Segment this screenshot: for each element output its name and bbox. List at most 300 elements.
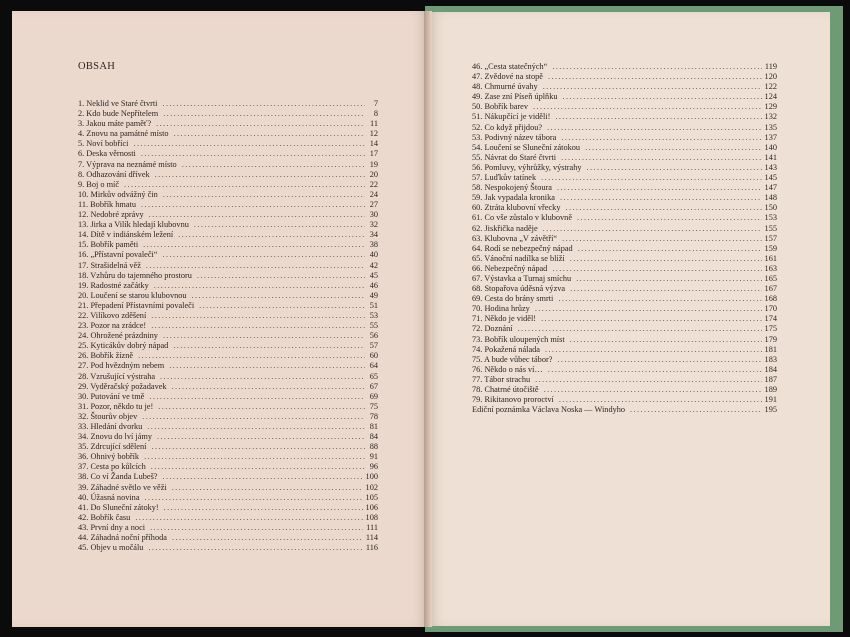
toc-entry-page: 19 — [369, 159, 378, 169]
toc-entry-title: 51. Nákupčící je viděli! — [472, 112, 551, 122]
toc-entry-page: 42 — [369, 260, 378, 270]
toc-entry-page: 161 — [764, 253, 777, 263]
toc-entry-title: 19. Radostné začátky — [78, 280, 149, 290]
toc-entry-title: 38. Co ví Žanda Lubeš? — [78, 472, 158, 482]
toc-entry — [78, 170, 378, 180]
toc-entry-page: 45 — [369, 270, 378, 280]
toc-leader-dots — [562, 234, 761, 244]
toc-entry-page: 148 — [764, 193, 777, 203]
toc-entry — [472, 143, 777, 153]
toc-leader-dots — [543, 82, 762, 92]
toc-entry — [78, 351, 378, 361]
toc-entry-page: 155 — [764, 223, 777, 233]
toc-entry-page: 175 — [764, 324, 777, 334]
toc-entry-page: 64 — [369, 361, 378, 371]
toc-entry — [472, 193, 777, 203]
toc-entry-page: 30 — [369, 210, 378, 220]
toc-entry-page: 137 — [764, 132, 777, 142]
toc-entry — [78, 442, 378, 452]
toc-leader-dots — [570, 254, 762, 264]
toc-leader-dots — [172, 382, 365, 392]
toc-entry-page: 119 — [764, 62, 777, 71]
toc-entry — [472, 72, 777, 82]
toc-entry-title: 31. Pozor, někdo tu je! — [78, 401, 154, 411]
toc-entry-page: 65 — [369, 371, 378, 381]
toc-entry-title: 53. Podivný název tábora — [472, 132, 557, 142]
toc-leader-dots — [164, 503, 363, 513]
toc-entry-page: 34 — [369, 230, 378, 240]
toc-entry — [472, 264, 777, 274]
toc-entry — [78, 321, 378, 331]
toc-entry-title: 52. Co když přijdou? — [472, 122, 543, 132]
toc-list-right — [472, 62, 777, 415]
toc-entry-page: 163 — [764, 263, 777, 273]
toc-leader-dots — [172, 483, 363, 493]
toc-entry — [78, 160, 378, 170]
toc-entry-page: 69 — [369, 391, 378, 401]
toc-entry-page: 14 — [369, 139, 378, 149]
toc-entry-page: 40 — [369, 250, 378, 260]
toc-entry — [472, 82, 777, 92]
toc-entry-title: 14. Dítě v indiánském ležení — [78, 230, 174, 240]
toc-leader-dots — [535, 375, 761, 385]
toc-entry-page: 181 — [764, 344, 777, 354]
toc-entry-page: 111 — [366, 522, 378, 532]
toc-entry — [78, 220, 378, 230]
toc-entry-title: 64. Rodí se nebezpečný nápad — [472, 243, 573, 253]
toc-entry-title: 11. Bobřík hmatu — [78, 199, 136, 209]
toc-leader-dots — [158, 402, 365, 412]
toc-entry-page: 46 — [369, 280, 378, 290]
toc-entry-title: 72. Doznání — [472, 324, 513, 334]
toc-entry-title: 39. Záhadné světlo ve věži — [78, 482, 167, 492]
toc-entry-title: 8. Odhazování dřívek — [78, 169, 150, 179]
toc-entry-title: 16. „Přístavní povaleči“ — [78, 250, 158, 260]
toc-entry-title: 55. Návrat do Staré čtvrti — [472, 152, 557, 162]
toc-leader-dots — [585, 143, 761, 153]
toc-entry — [78, 261, 378, 271]
toc-entry-title: 78. Chatrné útočiště — [472, 385, 539, 394]
toc-entry-page: 102 — [365, 482, 378, 492]
toc-leader-dots — [561, 133, 761, 143]
toc-entry-title: 18. Vzhůru do tajemného prostoru — [78, 270, 192, 280]
toc-entry-title: 40. Úžasná novina — [78, 492, 140, 502]
toc-leader-dots — [157, 432, 365, 442]
toc-leader-dots — [178, 230, 365, 240]
toc-entry — [78, 190, 378, 200]
toc-entry-page: 81 — [369, 422, 378, 431]
toc-entry-title: 73. Bobřík uloupených míst — [472, 334, 565, 344]
toc-entry — [472, 213, 777, 223]
toc-entry-title: 46. „Cesta statečných“ — [472, 62, 548, 71]
toc-leader-dots — [544, 385, 762, 395]
toc-entry-title: 32. Štourův objev — [78, 411, 138, 421]
toc-entry — [472, 92, 777, 102]
toc-entry — [472, 314, 777, 324]
toc-entry-page: 147 — [764, 183, 777, 193]
toc-entry-title: 45. Objev u močálu — [78, 543, 144, 553]
toc-entry-page: 22 — [369, 179, 378, 189]
toc-entry-page: 12 — [369, 129, 378, 139]
toc-leader-dots — [149, 392, 365, 402]
toc-leader-dots — [172, 533, 363, 543]
toc-leader-dots — [169, 361, 365, 371]
toc-entry — [472, 395, 777, 405]
toc-leader-dots — [148, 543, 362, 553]
toc-entry — [78, 291, 378, 301]
toc-entry — [78, 180, 378, 190]
toc-entry — [472, 254, 777, 264]
toc-entry-title: 5. Noví bobříci — [78, 139, 129, 149]
toc-leader-dots — [552, 264, 761, 274]
toc-entry-title: 56. Pomluvy, výhrůžky, výstrahy — [472, 162, 582, 172]
toc-entry-page: 174 — [764, 314, 777, 324]
toc-entry — [78, 412, 378, 422]
toc-entry — [78, 341, 378, 351]
toc-entry-page: 20 — [369, 169, 378, 179]
toc-entry-page: 141 — [764, 152, 777, 162]
toc-entry — [472, 112, 777, 122]
toc-entry-title: 15. Bobřík paměti — [78, 240, 139, 250]
toc-entry-title: 76. Někdo o nás ví… — [472, 364, 543, 374]
toc-entry — [78, 240, 378, 250]
toc-entry — [78, 271, 378, 281]
toc-entry-title: 70. Hodina hrůzy — [472, 304, 530, 314]
toc-leader-dots — [145, 493, 363, 503]
toc-leader-dots — [199, 301, 365, 311]
toc-entry-title: 44. Záhadná noční příhoda — [78, 533, 167, 543]
toc-leader-dots — [154, 281, 365, 291]
toc-entry-title: 12. Nedobré zprávy — [78, 210, 144, 220]
toc-leader-dots — [146, 261, 365, 271]
toc-leader-dots — [560, 193, 762, 203]
toc-entry-page: 38 — [369, 240, 378, 250]
toc-entry-page: 91 — [369, 452, 378, 462]
toc-entry-page: 105 — [365, 492, 378, 502]
toc-leader-dots — [163, 109, 365, 119]
toc-entry-title: 61. Co vše zůstalo v klubovně — [472, 213, 573, 223]
toc-entry — [78, 361, 378, 371]
toc-entry-title: 60. Ztráta klubovní vřecky — [472, 203, 561, 213]
toc-entry-title: 79. Rikitanovo proroctví — [472, 395, 554, 405]
toc-entry-page: 7 — [373, 99, 378, 108]
toc-leader-dots — [141, 149, 365, 159]
toc-leader-dots — [143, 240, 365, 250]
toc-entry-page: 32 — [369, 220, 378, 230]
toc-entry-title: 1. Neklid ve Staré čtvrti — [78, 99, 158, 108]
toc-entry-title: 59. Jak vypadala kronika — [472, 193, 555, 203]
toc-entry-title: 63. Klubovna „V závětří“ — [472, 233, 558, 243]
toc-leader-dots — [557, 355, 761, 365]
toc-entry — [78, 230, 378, 240]
toc-entry — [78, 452, 378, 462]
toc-leader-dots — [543, 224, 762, 234]
toc-entry — [78, 301, 378, 311]
toc-leader-dots — [133, 139, 365, 149]
toc-entry — [78, 382, 378, 392]
toc-entry-title: 68. Stopařova úděsná výzva — [472, 284, 566, 294]
toc-leader-dots — [135, 513, 362, 523]
toc-leader-dots — [182, 160, 365, 170]
toc-entry-page: 191 — [764, 395, 777, 405]
toc-leader-dots — [163, 472, 363, 482]
toc-leader-dots — [547, 123, 761, 133]
toc-entry — [472, 365, 777, 375]
toc-entry-page: 183 — [764, 354, 777, 364]
toc-entry-page: 195 — [764, 405, 777, 415]
toc-entry-title: 75. A bude vůbec tábor? — [472, 354, 553, 364]
toc-entry-title: 10. Mirkův odvážný čin — [78, 189, 158, 199]
toc-leader-dots — [174, 129, 365, 139]
toc-entry-title: 6. Deska věrnosti — [78, 149, 136, 159]
toc-entry — [472, 304, 777, 314]
toc-entry — [472, 335, 777, 345]
toc-entry-title: 27. Pod hvězdným nebem — [78, 361, 165, 371]
toc-entry — [78, 331, 378, 341]
toc-entry — [472, 183, 777, 193]
toc-list-left — [78, 99, 378, 553]
toc-entry-page: 75 — [369, 401, 378, 411]
toc-entry — [472, 153, 777, 163]
toc-leader-dots — [630, 405, 762, 415]
toc-entry-page: 143 — [764, 162, 777, 172]
toc-leader-dots — [561, 153, 761, 163]
toc-entry-title: 7. Výprava na neznámé místo — [78, 159, 177, 169]
toc-leader-dots — [163, 99, 366, 109]
toc-leader-dots — [545, 345, 762, 355]
toc-entry — [472, 163, 777, 173]
toc-leader-dots — [151, 442, 365, 452]
toc-entry-title: 47. Zvědové na stopě — [472, 72, 543, 82]
toc-entry — [472, 345, 777, 355]
toc-entry-title: 34. Znovu do lví jámy — [78, 432, 152, 442]
toc-entry-page: 129 — [764, 102, 777, 112]
toc-entry-title: 25. Kyticákův dobrý nápad — [78, 341, 169, 351]
toc-entry-page: 100 — [365, 472, 378, 482]
toc-entry-page: 106 — [365, 502, 378, 512]
toc-leader-dots — [138, 351, 365, 361]
toc-leader-dots — [197, 271, 365, 281]
toc-entry-title: 42. Bobřík času — [78, 512, 131, 522]
toc-entry — [472, 123, 777, 133]
toc-entry — [78, 462, 378, 472]
toc-entry — [472, 224, 777, 234]
toc-entry-title: 65. Vánoční nadílka se blíží — [472, 253, 565, 263]
toc-entry-page: 184 — [764, 364, 777, 374]
toc-entry — [78, 523, 378, 533]
toc-entry-title: 30. Putování ve tmě — [78, 391, 145, 401]
toc-entry — [78, 422, 378, 432]
toc-entry — [78, 281, 378, 291]
toc-entry-page: 135 — [764, 122, 777, 132]
toc-entry — [472, 375, 777, 385]
toc-entry-page: 24 — [369, 189, 378, 199]
toc-entry-page: 189 — [764, 385, 777, 394]
toc-leader-dots — [151, 321, 365, 331]
toc-entry — [78, 129, 378, 139]
toc-entry — [78, 149, 378, 159]
toc-entry — [472, 133, 777, 143]
toc-leader-dots — [147, 422, 365, 432]
toc-entry-page: 167 — [764, 284, 777, 294]
toc-leader-dots — [541, 173, 761, 183]
toc-entry-title: 23. Pozor na zrádce! — [78, 321, 147, 331]
toc-entry — [78, 472, 378, 482]
toc-entry-title: 49. Zase zní Píseň úplňku — [472, 92, 558, 102]
toc-entry — [78, 200, 378, 210]
toc-entry — [472, 405, 777, 415]
toc-entry-title: 67. Výstavka a Turnaj smíchu — [472, 273, 572, 283]
toc-entry-title: 13. Jirka a Vilík hledají klubovnu — [78, 220, 189, 230]
toc-leader-dots — [570, 284, 761, 294]
toc-leader-dots — [173, 341, 365, 351]
toc-entry-title: 41. Do Sluneční zátoky! — [78, 502, 159, 512]
toc-entry-page: 17 — [369, 149, 378, 159]
toc-leader-dots — [552, 62, 762, 72]
toc-entry-title: 74. Pokažená nálada — [472, 344, 540, 354]
toc-entry-title: 9. Boj o míč — [78, 179, 120, 189]
toc-entry-title: Ediční poznámka Václava Noska — Windyho — [472, 405, 626, 415]
toc-entry-title: 29. Vyděračský požadavek — [78, 381, 167, 391]
toc-entry-title: 17. Strašidelná věž — [78, 260, 141, 270]
toc-leader-dots — [194, 220, 365, 230]
toc-entry-page: 179 — [764, 334, 777, 344]
toc-entry-title: 21. Přepadení Přístavními povaleči — [78, 300, 195, 310]
toc-entry-title: 69. Cesta do brány smrti — [472, 294, 554, 304]
toc-entry — [472, 173, 777, 183]
toc-leader-dots — [548, 72, 762, 82]
toc-entry — [78, 392, 378, 402]
toc-entry-title: 24. Ohrožené prázdniny — [78, 331, 158, 341]
toc-entry-page: 153 — [764, 213, 777, 223]
toc-entry — [78, 503, 378, 513]
toc-leader-dots — [151, 462, 365, 472]
toc-leader-dots — [124, 180, 365, 190]
toc-leader-dots — [149, 210, 365, 220]
toc-entry-page: 49 — [369, 290, 378, 300]
toc-leader-dots — [535, 304, 762, 314]
toc-entry-title: 48. Chmurné úvahy — [472, 82, 538, 92]
toc-entry-page: 168 — [764, 294, 777, 304]
toc-entry-page: 84 — [369, 432, 378, 442]
toc-leader-dots — [548, 365, 762, 375]
toc-leader-dots — [555, 112, 761, 122]
toc-entry-title: 22. Vilíkovo zděšení — [78, 310, 147, 320]
toc-entry-page: 78 — [369, 411, 378, 421]
toc-entry-page: 165 — [764, 273, 777, 283]
toc-leader-dots — [141, 200, 365, 210]
toc-entry-page: 57 — [369, 341, 378, 351]
toc-entry-page: 124 — [764, 92, 777, 102]
toc-entry-page: 116 — [365, 543, 378, 553]
toc-leader-dots — [570, 335, 762, 345]
toc-entry-page: 11 — [370, 119, 378, 129]
toc-leader-dots — [163, 190, 365, 200]
toc-entry — [472, 324, 777, 334]
toc-entry — [78, 372, 378, 382]
toc-leader-dots — [163, 331, 365, 341]
toc-leader-dots — [541, 314, 761, 324]
toc-leader-dots — [578, 244, 762, 254]
toc-entry — [472, 203, 777, 213]
toc-leader-dots — [151, 311, 365, 321]
toc-entry — [78, 483, 378, 493]
toc-entry-title: 50. Bobřík barev — [472, 102, 528, 112]
toc-leader-dots — [559, 395, 762, 405]
toc-heading: OBSAH — [78, 61, 116, 72]
toc-entry-title: 71. Někdo je viděl! — [472, 314, 537, 324]
toc-entry-page: 53 — [369, 310, 378, 320]
toc-entry-page: 120 — [764, 72, 777, 82]
toc-entry — [472, 355, 777, 365]
toc-entry — [78, 432, 378, 442]
toc-entry — [78, 210, 378, 220]
toc-entry — [472, 234, 777, 244]
toc-entry-title: 58. Nespokojený Štoura — [472, 183, 552, 193]
toc-entry-page: 150 — [764, 203, 777, 213]
toc-leader-dots — [533, 102, 762, 112]
toc-entry — [78, 311, 378, 321]
toc-entry — [78, 119, 378, 129]
toc-entry-page: 67 — [369, 381, 378, 391]
toc-entry — [78, 493, 378, 503]
toc-entry — [78, 139, 378, 149]
toc-leader-dots — [144, 452, 365, 462]
toc-entry-page: 108 — [365, 512, 378, 522]
toc-leader-dots — [557, 183, 762, 193]
toc-entry — [78, 250, 378, 260]
toc-leader-dots — [558, 294, 761, 304]
toc-entry-page: 122 — [764, 82, 777, 92]
toc-entry-title: 54. Loučení se Sluneční zátokou — [472, 142, 581, 152]
toc-entry-page: 8 — [373, 109, 378, 119]
toc-entry-page: 114 — [365, 533, 378, 543]
toc-entry-page: 140 — [764, 142, 777, 152]
toc-entry-title: 37. Cesta po kůlcích — [78, 462, 146, 472]
toc-leader-dots — [155, 170, 365, 180]
toc-leader-dots — [576, 274, 761, 284]
toc-entry-title: 36. Ohnivý bobřík — [78, 452, 140, 462]
toc-leader-dots — [563, 92, 762, 102]
toc-entry — [78, 513, 378, 523]
toc-entry — [472, 294, 777, 304]
toc-entry — [78, 533, 378, 543]
toc-entry — [472, 284, 777, 294]
toc-entry-title: 62. Jiskřička naděje — [472, 223, 538, 233]
toc-leader-dots — [577, 213, 762, 223]
toc-entry-title: 2. Kdo bude Nepřítelem — [78, 109, 159, 119]
toc-entry-title: 33. Hledání dvorku — [78, 422, 143, 431]
toc-entry — [472, 62, 777, 72]
toc-entry-page: 187 — [764, 374, 777, 384]
toc-entry-title: 77. Tábor strachu — [472, 374, 531, 384]
toc-entry-title: 4. Znovu na památné místo — [78, 129, 169, 139]
toc-leader-dots — [518, 324, 762, 334]
book-gutter — [424, 11, 432, 627]
toc-entry-page: 96 — [369, 462, 378, 472]
toc-entry — [472, 274, 777, 284]
toc-entry-title: 35. Zdrcující sdělení — [78, 442, 147, 452]
toc-entry-page: 145 — [764, 173, 777, 183]
toc-leader-dots — [156, 119, 365, 129]
toc-leader-dots — [565, 203, 761, 213]
toc-entry-title: 28. Vzrušující výstraha — [78, 371, 156, 381]
toc-entry-page: 27 — [369, 199, 378, 209]
toc-entry — [472, 385, 777, 395]
toc-leader-dots — [587, 163, 762, 173]
toc-entry-title: 57. Luďkův tatínek — [472, 173, 537, 183]
toc-entry-page: 170 — [764, 304, 777, 314]
